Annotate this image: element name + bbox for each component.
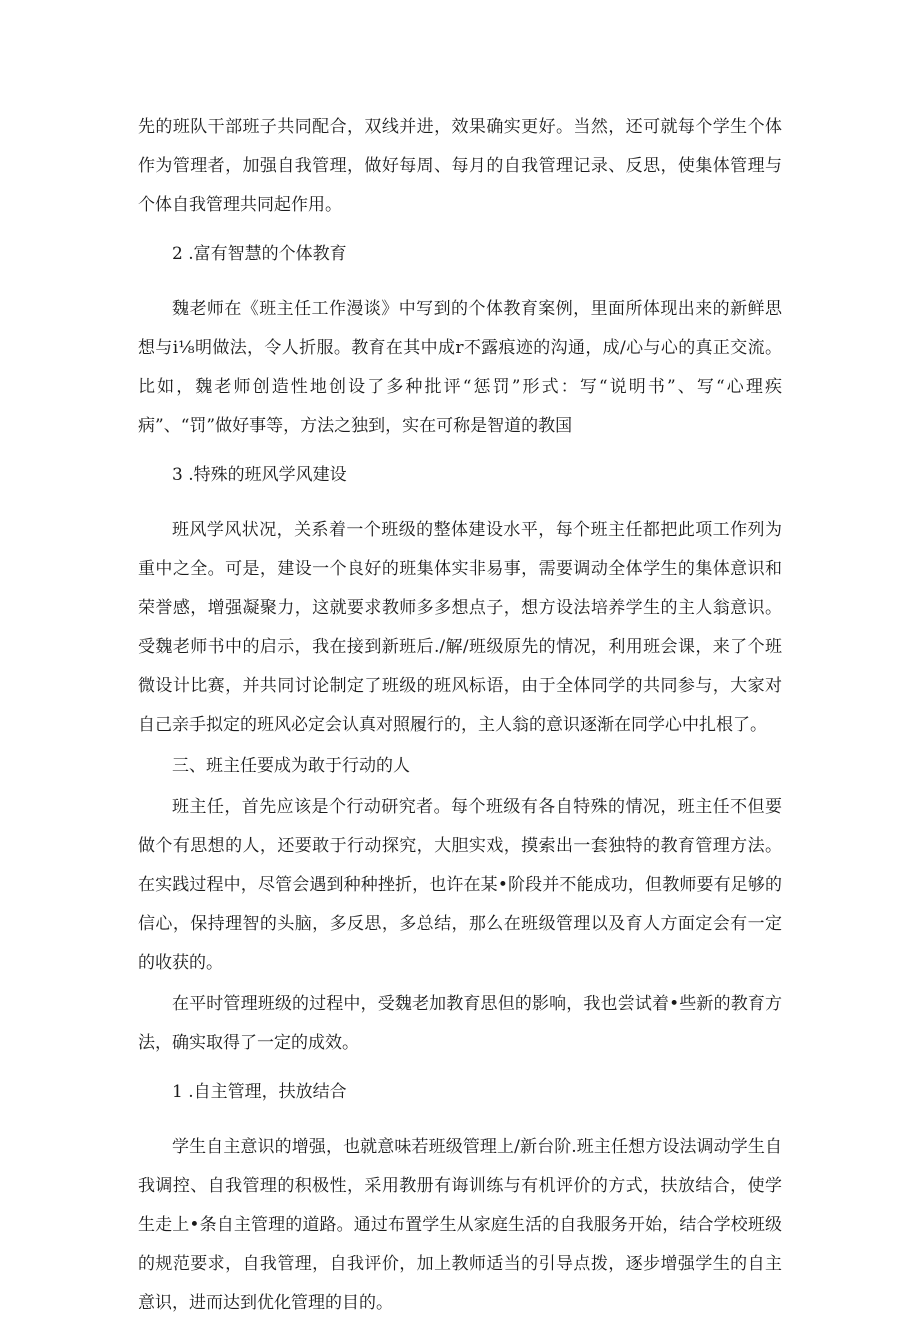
heading-section-three: 三、班主任要成为敢于行动的人 <box>172 756 410 776</box>
document-page <box>138 108 782 1323</box>
heading-individual-education: 2 .富有智慧的个体教育 <box>172 244 347 264</box>
heading-self-management: 1 .自主管理，扶放结合 <box>172 1082 347 1102</box>
paragraph-action-research: 班主任，首先应该是个行动研究者。每个班级有各自特殊的情况，班主任不但要做个有思想的人，还要敢于行动探究，大胆实戏，摸索出一套独特的教育管理方法。在实践过程中，尽管会遇到种种挫折，也许在某•阶段并不能成功，但教师要有足够的信心，保持理智的头脑，多反思，多总结，那么在班级管理以及育人方面定会有一定的收获的。 <box>138 797 782 973</box>
paragraph-class-cadre: 先的班队干部班子共同配合，双线并进，效果确实更好。当然，还可就每个学生个体作为管理者，加强自我管理，做好每周、每月的自我管理记录、反思，使集体管理与个体自我管理共同起作用。 <box>138 117 782 215</box>
paragraph-self-management: 学生自主意识的增强，也就意味若班级管理上/新台阶.班主任想方设法调动学生自我调控、自我管理的积极性，采用教册有诲训练与有机评价的方式，扶放结合，使学生走上•条自主管理的道路。通过布置学生从家庭生活的自我服务开始，结合学校班级的规范要求，自我管理，自我评价，加上教师适当的引导点拨，逐步增强学生的自主意识，进而达到优化管理的目的。 <box>138 1137 782 1313</box>
paragraph-class-style: 班风学风状况，关系着一个班级的整体建设水平，每个班主任都把此项工作列为重中之全。可是，建设一个良好的班集体实非易事，需要调动全体学生的集体意识和荣誉感，增强凝聚力，这就要求教师多多想点子，想方设法培养学生的主人翁意识。受魏老师书中的启示，我在接到新班后./解/班级原先的情况，利用班会课，来了个班微设计比赛，并共同讨论制定了班级的班风标语，由于全体同学的共同参与，大家对自己亲手拟定的班风必定会认真对照履行的，主人翁的意识逐渐在同学心中扎根了。 <box>138 520 782 735</box>
paragraph-new-methods: 在平时管理班级的过程中，受魏老加教育思但的影响，我也尝试着•些新的教育方法，确实取得了一定的成效。 <box>138 994 782 1053</box>
heading-class-style: 3 .特殊的班风学风建设 <box>172 465 347 485</box>
paragraph-individual-education: 魏老师在《班主任工作漫谈》中写到的个体教育案例，里面所体现出来的新鲜思想与i⅛明做法，令人折服。教育在其中成r不露痕迹的沟通，成/心与心的真正交流。比如，魏老师创造性地创设了多种批评“惩罚”形式：写“说明书”、写“心理疾病”、“罚”做好事等，方法之独到，实在可称是智道的教国 <box>138 299 783 436</box>
